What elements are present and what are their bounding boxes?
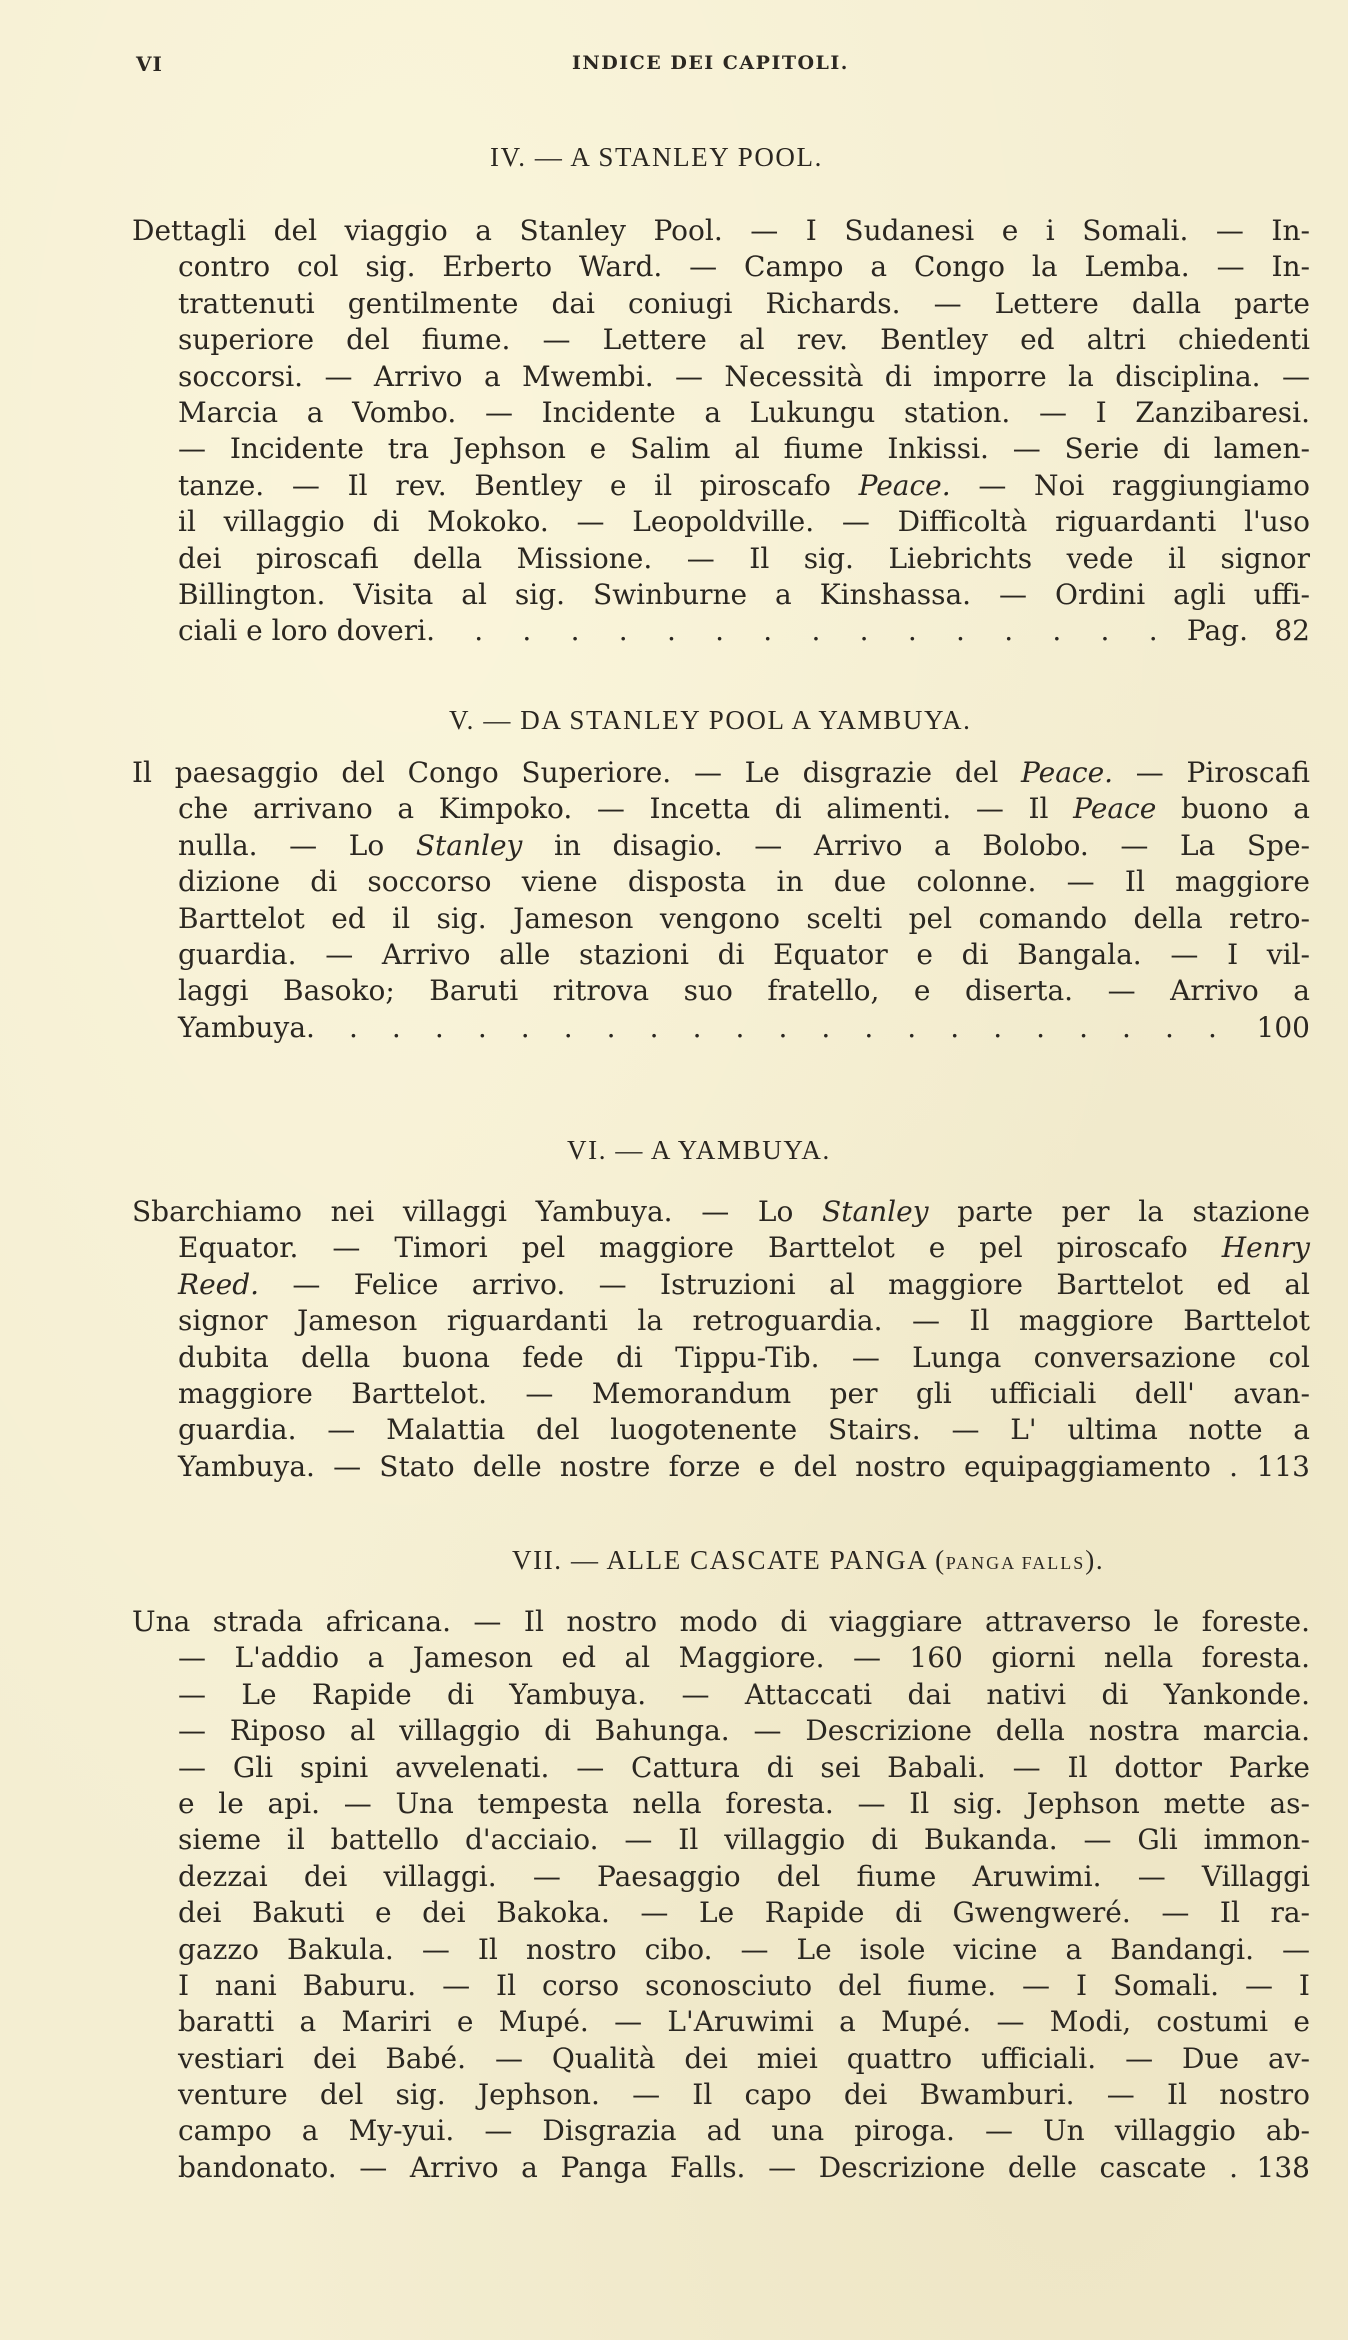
summary-line	[132, 1230, 1310, 1266]
summary-line	[132, 1750, 1310, 1786]
summary-line	[132, 1640, 1310, 1676]
paren-open: (	[935, 1545, 946, 1575]
summary-line-text: signor Jameson riguardanti la retroguardia. — Il maggiore Barttelot	[178, 1304, 1310, 1338]
summary-line-text: Marcia a Vombo. — Incidente a Lukungu station. — I Zanzibaresi.	[178, 395, 1310, 429]
page-reference: 82	[1274, 614, 1310, 648]
summary-line-text: dei piroscafi della Missione. — Il sig. Liebrichts vede il signor	[178, 541, 1310, 575]
summary-line	[132, 1376, 1310, 1412]
italic-title: Peace.	[1021, 756, 1114, 789]
summary-line	[132, 1194, 1310, 1230]
summary-line-text: baratti a Mariri e Mupé. — L'Aruwimi a Mupé. — Modi, costumi e	[178, 2005, 1310, 2039]
chapter-summary-v	[132, 755, 1310, 1046]
italic-title: Peace	[1073, 792, 1157, 826]
summary-line	[132, 541, 1310, 577]
summary-line	[132, 322, 1310, 358]
summary-line-text: dubita della buona fede di Tippu-Tib. — Lunga conversazione col	[178, 1340, 1310, 1374]
summary-line	[132, 431, 1310, 467]
summary-line-text: maggiore Barttelot. — Memorandum per gli ufficiali dell' avan-	[178, 1376, 1310, 1410]
summary-line-text: dizione di soccorso viene disposta in due colonne. — Il maggiore	[178, 865, 1310, 899]
italic-title: Peace.	[858, 468, 951, 502]
summary-line-text: Billington. Visita al sig. Swinburne a Kinshassa. — Ordini agli uffi-	[178, 577, 1310, 611]
page-label: Pag.	[1186, 614, 1248, 648]
summary-line-text: guardia. — Arrivo alle stazioni di Equator e di Bangala. — I vil-	[178, 937, 1310, 971]
summary-line	[132, 395, 1310, 431]
summary-line	[132, 2077, 1310, 2113]
page-reference: 100	[1256, 1010, 1310, 1044]
summary-line-text: Equator. — Timori pel maggiore Barttelot e pel piroscafo Henry	[178, 1231, 1310, 1265]
chapter-heading-v: V. — DA STANLEY POOL A YAMBUYA.	[449, 705, 972, 735]
summary-line	[132, 504, 1310, 540]
summary-line	[132, 2113, 1310, 2149]
paren-close: )	[1085, 1545, 1096, 1575]
summary-line	[132, 791, 1310, 827]
summary-line	[132, 828, 1310, 864]
summary-line	[132, 1932, 1310, 1968]
summary-line	[132, 2004, 1310, 2040]
summary-line-text: Barttelot ed il sig. Jameson vengono scelti pel comando della retro-	[178, 901, 1310, 935]
summary-line	[132, 901, 1310, 937]
summary-line-text: dei Bakuti e dei Bakoka. — Le Rapide di Gwengweré. — Il ra-	[178, 1896, 1310, 1930]
summary-line-text: e le api. — Una tempesta nella foresta. — Il sig. Jephson mette as-	[178, 1786, 1310, 1820]
summary-line	[132, 286, 1310, 322]
summary-line	[132, 1412, 1310, 1448]
summary-line-text: nulla. — Lo Stanley in disagio. — Arrivo a Bolobo. — La Spe-	[178, 828, 1310, 862]
summary-line-text: — Incidente tra Jephson e Salim al fiume Inkissi. — Serie di lamen-	[178, 432, 1310, 466]
summary-line	[132, 468, 1310, 504]
summary-line-text: vestiari dei Babé. — Qualità dei miei quattro ufficiali. — Due av-	[178, 2041, 1310, 2075]
summary-line-text: trattenuti gentilmente dai coniugi Richards. — Lettere dalla parte	[178, 286, 1310, 320]
summary-line	[132, 1340, 1310, 1376]
summary-line	[132, 755, 1310, 791]
summary-line	[132, 577, 1310, 613]
summary-line	[132, 1713, 1310, 1749]
summary-line	[132, 1822, 1310, 1858]
summary-line-text: guardia. — Malattia del luogotenente Stairs. — L' ultima notte a	[178, 1413, 1310, 1447]
summary-line-text: campo a My-yui. — Disgrazia ad una piroga. — Un villaggio ab-	[178, 2114, 1310, 2148]
summary-line-text: contro col sig. Erberto Ward. — Campo a Congo la Lemba. — In-	[178, 250, 1310, 284]
italic-title: Stanley	[415, 828, 523, 862]
summary-line	[132, 359, 1310, 395]
summary-last-line	[132, 613, 1310, 649]
summary-line	[132, 973, 1310, 1009]
running-title: INDICE DEI CAPITOLI.	[572, 52, 849, 74]
summary-line	[132, 1303, 1310, 1339]
summary-line-text: dezzai dei villaggi. — Paesaggio del fiume Aruwimi. — Villaggi	[178, 1859, 1310, 1893]
summary-line	[132, 1267, 1310, 1303]
summary-line-text: Sbarchiamo nei villaggi Yambuya. — Lo Stanley parte per la stazione	[132, 1195, 1310, 1228]
summary-line-text: ciali e loro doveri	[178, 614, 427, 648]
summary-line-text: gazzo Bakula. — Il nostro cibo. — Le isole vicine a Bandangi. —	[178, 1932, 1310, 1966]
summary-line	[132, 1968, 1310, 2004]
summary-line-text: soccorsi. — Arrivo a Mwembi. — Necessità di imporre la disciplina. —	[178, 359, 1310, 393]
summary-line-text: il villaggio di Mokoko. — Leopoldville. — Difficoltà riguardanti l'uso	[178, 505, 1310, 539]
dot-leader: . . . . . . . . . . . . . . . . . . . . . .	[306, 1010, 1217, 1044]
chapter-heading-iv: IV. — A STANLEY POOL.	[490, 142, 823, 172]
summary-last-line	[132, 1449, 1310, 1485]
chapter-summary-vi	[132, 1194, 1310, 1485]
summary-line-text: bandonato. — Arrivo a Panga Falls. — Descrizione delle cascate .	[178, 2150, 1238, 2184]
summary-line-text: — Gli spini avvelenati. — Cattura di sei Babali. — Il dottor Parke	[178, 1750, 1310, 1784]
summary-line	[132, 1786, 1310, 1822]
summary-line	[132, 249, 1310, 285]
summary-line-text: superiore del fiume. — Lettere al rev. Bentley ed altri chiedenti	[178, 323, 1310, 357]
page-reference: 138	[1256, 2150, 1310, 2184]
italic-title: Reed.	[178, 1267, 260, 1301]
chapter-heading-vii: VII. — ALLE CASCATE PANGA (PANGA FALLS).	[512, 1545, 1105, 1575]
summary-line-text: Dettagli del viaggio a Stanley Pool. — I Sudanesi e i Somali. — In-	[132, 214, 1310, 247]
italic-title: Henry	[1221, 1231, 1310, 1265]
summary-line	[132, 1895, 1310, 1931]
chapter-summary-vii	[132, 1604, 1310, 2186]
summary-line-text: I nani Baburu. — Il corso sconosciuto del fiume. — I Somali. — I	[178, 1968, 1310, 2002]
summary-line	[132, 864, 1310, 900]
summary-line-text: Reed. — Felice arrivo. — Istruzioni al maggiore Barttelot ed al	[178, 1267, 1310, 1301]
summary-line	[132, 2041, 1310, 2077]
chapter-summary-iv	[132, 213, 1310, 650]
summary-line-text: tanze. — Il rev. Bentley e il piroscafo Peace. — Noi raggiungiamo	[178, 468, 1310, 502]
summary-line	[132, 937, 1310, 973]
summary-line-text: Yambuya	[178, 1010, 307, 1044]
summary-line-text: Una strada africana. — Il nostro modo di viaggiare attraverso le foreste.	[132, 1605, 1310, 1638]
summary-last-line	[132, 1010, 1310, 1046]
italic-title: Stanley	[822, 1195, 929, 1228]
chapter-heading-vi: VI. — A YAMBUYA.	[567, 1135, 831, 1165]
heading-subtitle: PANGA FALLS	[945, 1553, 1086, 1573]
heading-main: VII. — ALLE CASCATE PANGA	[512, 1545, 927, 1575]
dot-leader: . . . . . . . . . . . . . . . .	[426, 614, 1158, 648]
page-number: VI	[136, 52, 163, 76]
summary-line	[132, 213, 1310, 249]
summary-line-text: laggi Basoko; Baruti ritrova suo fratello, e diserta. — Arrivo a	[178, 974, 1310, 1008]
summary-line-text: — Le Rapide di Yambuya. — Attaccati dai nativi di Yankonde.	[178, 1677, 1310, 1711]
summary-line	[132, 1859, 1310, 1895]
page-reference: 113	[1256, 1449, 1310, 1483]
summary-line	[132, 1677, 1310, 1713]
summary-line-text: — Riposo al villaggio di Bahunga. — Descrizione della nostra marcia.	[178, 1714, 1310, 1748]
summary-line-text: Il paesaggio del Congo Superiore. — Le disgrazie del Peace. — Piroscafi	[132, 756, 1310, 789]
summary-line-text: sieme il battello d'acciaio. — Il villaggio di Bukanda. — Gli immon-	[178, 1823, 1310, 1857]
summary-line-text: venture del sig. Jephson. — Il capo dei Bwamburi. — Il nostro	[178, 2078, 1310, 2112]
summary-line-text: Yambuya. — Stato delle nostre forze e del nostro equipaggiamento .	[178, 1449, 1238, 1483]
summary-last-line	[132, 2150, 1310, 2186]
summary-line	[132, 1604, 1310, 1640]
summary-line-text: che arrivano a Kimpoko. — Incetta di alimenti. — Il Peace buono a	[178, 792, 1311, 826]
summary-line-text: — L'addio a Jameson ed al Maggiore. — 160 giorni nella foresta.	[178, 1641, 1310, 1675]
